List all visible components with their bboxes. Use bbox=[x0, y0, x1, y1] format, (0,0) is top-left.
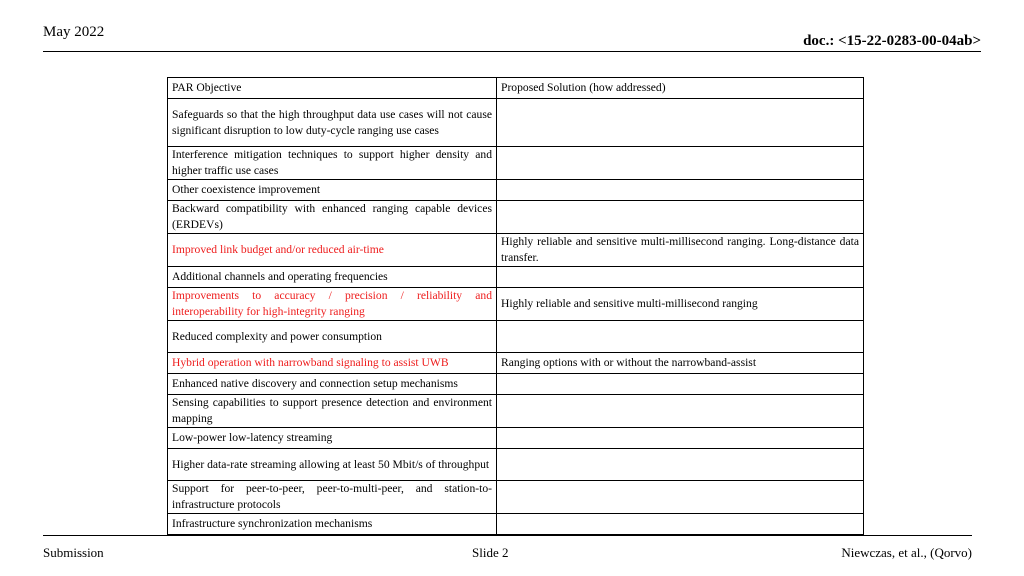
table-row bbox=[168, 514, 864, 535]
table-row bbox=[168, 321, 864, 353]
objective-cell: Reduced complexity and power consumption bbox=[168, 321, 497, 353]
table-row bbox=[168, 428, 864, 449]
objective-cell: Enhanced native discovery and connection setup mechanisms bbox=[168, 374, 497, 395]
objective-cell: Low-power low-latency streaming bbox=[168, 428, 497, 449]
header-par-objective: PAR Objective bbox=[168, 78, 497, 99]
objective-cell: Higher data-rate streaming allowing at least 50 Mbit/s of throughput bbox=[168, 449, 497, 481]
table-row bbox=[168, 267, 864, 288]
solution-cell: Highly reliable and sensitive multi-millisecond ranging. Long-distance data transfer. bbox=[497, 234, 864, 267]
objective-cell: Infrastructure synchronization mechanisms bbox=[168, 514, 497, 535]
solution-cell bbox=[497, 449, 864, 481]
solution-cell bbox=[497, 481, 864, 514]
table-row bbox=[168, 449, 864, 481]
solution-cell bbox=[497, 180, 864, 201]
table-row bbox=[168, 374, 864, 395]
solution-cell bbox=[497, 395, 864, 428]
solution-cell: Highly reliable and sensitive multi-millisecond ranging bbox=[497, 288, 864, 321]
objective-cell: Additional channels and operating frequencies bbox=[168, 267, 497, 288]
objective-cell-highlighted: Improvements to accuracy / precision / reliability and interoperability for high-integrity ranging bbox=[168, 288, 497, 321]
table-header-row bbox=[168, 78, 864, 99]
solution-cell bbox=[497, 201, 864, 234]
solution-cell: Ranging options with or without the narrowband-assist bbox=[497, 353, 864, 374]
table-row bbox=[168, 180, 864, 201]
table-row bbox=[168, 481, 864, 514]
objective-cell: Interference mitigation techniques to support higher density and higher traffic use cases bbox=[168, 147, 497, 180]
solution-cell bbox=[497, 267, 864, 288]
par-objectives-table bbox=[167, 77, 864, 535]
objective-cell: Backward compatibility with enhanced ranging capable devices (ERDEVs) bbox=[168, 201, 497, 234]
table-row bbox=[168, 201, 864, 234]
objective-cell: Other coexistence improvement bbox=[168, 180, 497, 201]
table-row bbox=[168, 395, 864, 428]
header-date: May 2022 bbox=[43, 24, 105, 40]
objective-cell: Support for peer-to-peer, peer-to-multi-peer, and station-to-infrastructure protocols bbox=[168, 481, 497, 514]
objective-cell-highlighted: Hybrid operation with narrowband signaling to assist UWB bbox=[168, 353, 497, 374]
table-row bbox=[168, 99, 864, 147]
table-row bbox=[168, 353, 864, 374]
solution-cell bbox=[497, 321, 864, 353]
header-proposed-solution: Proposed Solution (how addressed) bbox=[497, 78, 864, 99]
table-row bbox=[168, 234, 864, 267]
solution-cell bbox=[497, 428, 864, 449]
footer-authors: Niewczas, et al., (Qorvo) bbox=[841, 545, 972, 560]
solution-cell bbox=[497, 99, 864, 147]
table-row bbox=[168, 288, 864, 321]
header-doc-id: doc.: <15-22-0283-00-04ab> bbox=[803, 33, 981, 49]
solution-cell bbox=[497, 147, 864, 180]
solution-cell bbox=[497, 374, 864, 395]
solution-cell bbox=[497, 514, 864, 535]
header-divider bbox=[43, 51, 981, 52]
footer-slide-number: Slide 2 bbox=[472, 545, 509, 560]
footer-submission: Submission bbox=[43, 545, 104, 560]
table-row bbox=[168, 147, 864, 180]
footer-divider bbox=[43, 535, 972, 536]
objective-cell: Safeguards so that the high throughput data use cases will not cause significant disruption to low duty-cycle ranging use cases bbox=[168, 99, 497, 147]
objective-cell: Sensing capabilities to support presence detection and environment mapping bbox=[168, 395, 497, 428]
objective-cell-highlighted: Improved link budget and/or reduced air-time bbox=[168, 234, 497, 267]
